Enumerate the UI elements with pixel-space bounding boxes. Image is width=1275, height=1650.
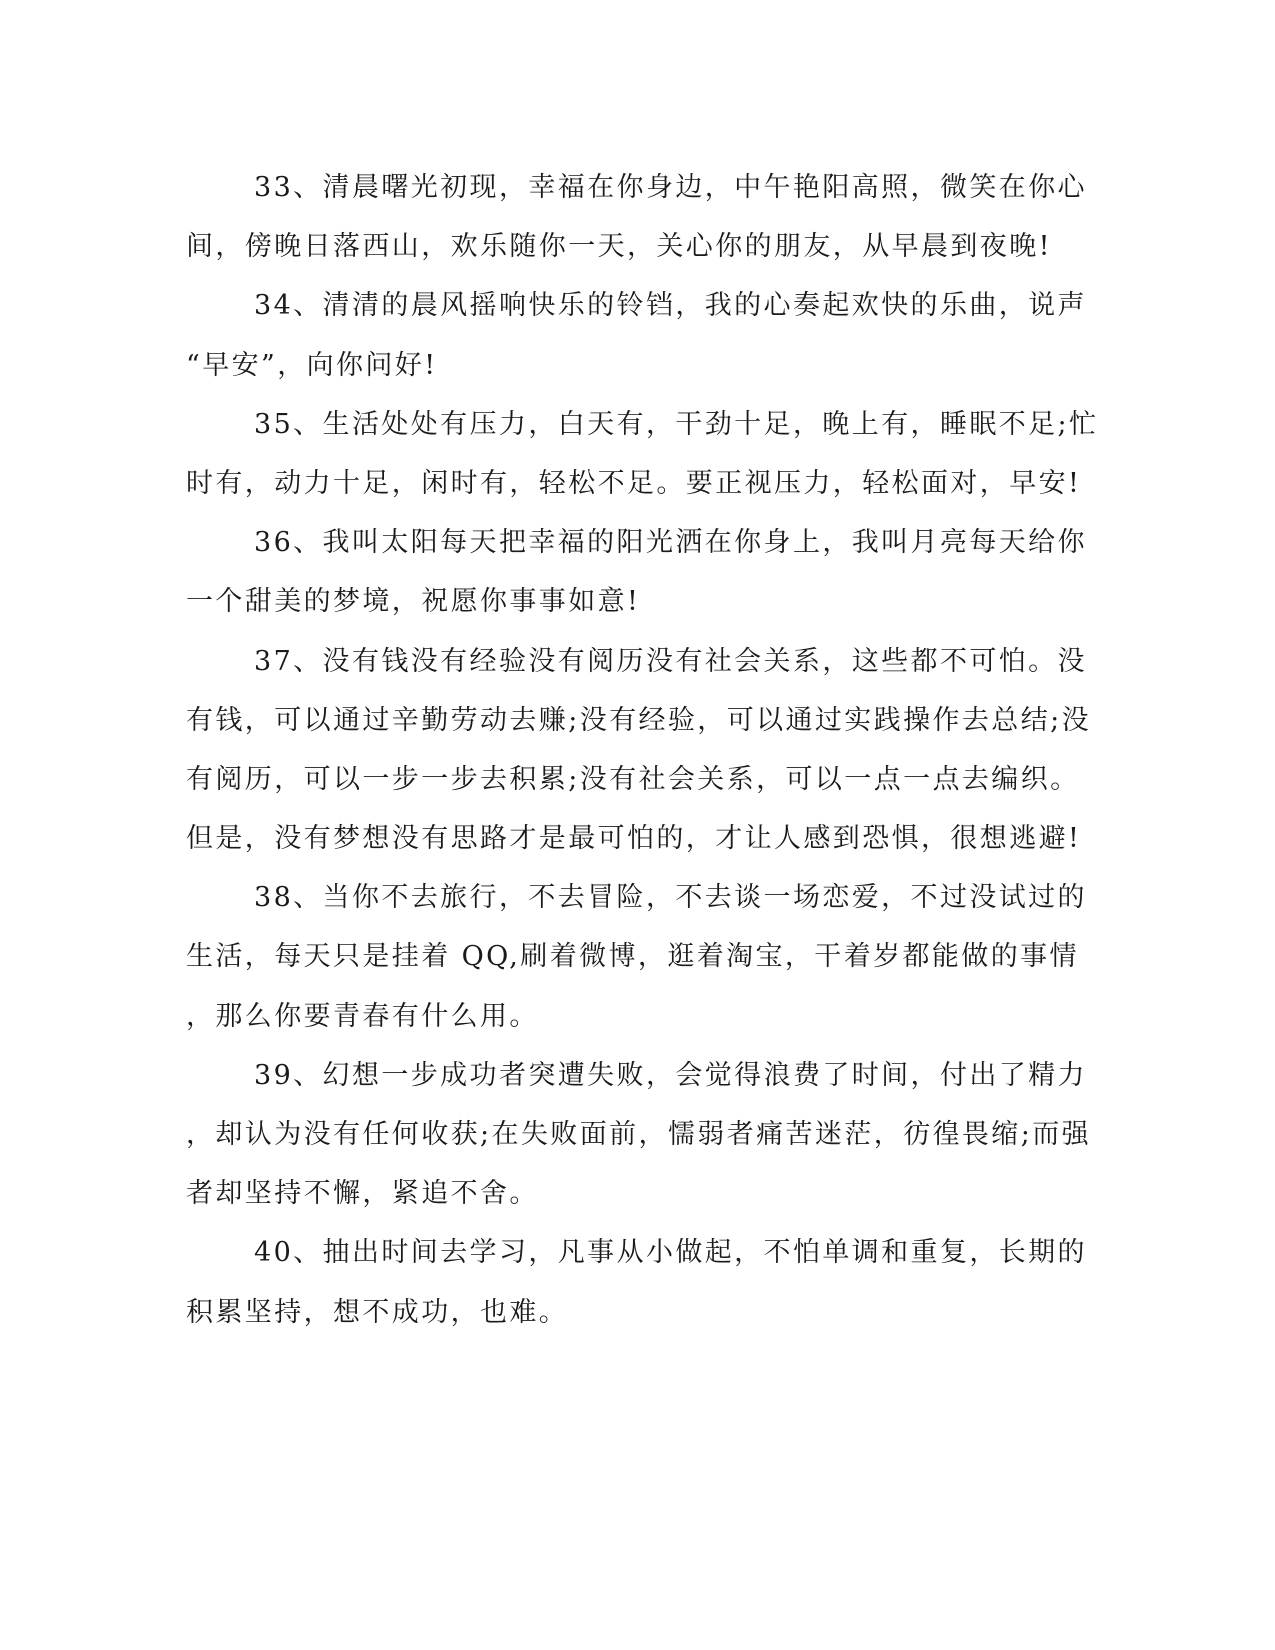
paragraph-line: 40、抽出时间去学习，凡事从小做起，不怕单调和重复，长期的 <box>254 1237 1087 1269</box>
paragraph-line: 一个甜美的梦境，祝愿你事事如意! <box>186 586 641 618</box>
paragraph-line: 有钱，可以通过辛勤劳动去赚;没有经验，可以通过实践操作去总结;没 <box>186 704 1091 736</box>
paragraph-line: 者却坚持不懈，紧追不舍。 <box>186 1178 539 1210</box>
paragraph-line: ，那么你要青春有什么用。 <box>186 1000 539 1032</box>
paragraph-39 <box>186 1046 1091 1224</box>
paragraph-35 <box>186 395 1099 513</box>
paragraph-33 <box>186 158 1087 276</box>
paragraph-34 <box>186 276 1087 394</box>
paragraph-line: 39、幻想一步成功者突遭失败，会觉得浪费了时间，付出了精力 <box>254 1059 1087 1091</box>
paragraph-line: 生活，每天只是挂着 QQ,刷着微博，逛着淘宝，干着岁都能做的事情 <box>186 941 1079 973</box>
paragraph-38 <box>186 868 1087 1046</box>
paragraph-line: 38、当你不去旅行，不去冒险，不去谈一场恋爱，不过没试过的 <box>254 882 1087 914</box>
paragraph-line: ，却认为没有任何收获;在失败面前，懦弱者痛苦迷茫，彷徨畏缩;而强 <box>186 1119 1091 1150</box>
paragraph-line: 36、我叫太阳每天把幸福的阳光洒在你身上，我叫月亮每天给你 <box>254 527 1087 559</box>
paragraph-40 <box>186 1223 1087 1341</box>
paragraph-line: 34、清清的晨风摇响快乐的铃铛，我的心奏起欢快的乐曲，说声 <box>254 290 1087 322</box>
paragraph-line: 有阅历，可以一步一步去积累;没有社会关系，可以一点一点去编织。 <box>186 763 1080 795</box>
paragraph-line: 33、清晨曙光初现，幸福在你身边，中午艳阳高照，微笑在你心 <box>254 172 1087 203</box>
paragraph-line: 间，傍晚日落西山，欢乐随你一天，关心你的朋友，从早晨到夜晚! <box>186 231 1052 263</box>
paragraph-line: 但是，没有梦想没有思路才是最可怕的，才让人感到恐惧，很想逃避! <box>186 823 1082 855</box>
paragraph-36 <box>186 513 1087 631</box>
paragraph-line: 时有，动力十足，闲时有，轻松不足。要正视压力，轻松面对，早安! <box>186 467 1082 499</box>
paragraph-line: 积累坚持，想不成功，也难。 <box>186 1296 569 1328</box>
paragraph-line: 37、没有钱没有经验没有阅历没有社会关系，这些都不可怕。没 <box>254 645 1087 677</box>
paragraph-37 <box>186 632 1091 869</box>
document-body <box>186 158 1099 1342</box>
paragraph-line: “早安”，向你问好! <box>186 349 438 381</box>
paragraph-line: 35、生活处处有压力，白天有，干劲十足，晚上有，睡眠不足;忙 <box>254 408 1099 440</box>
